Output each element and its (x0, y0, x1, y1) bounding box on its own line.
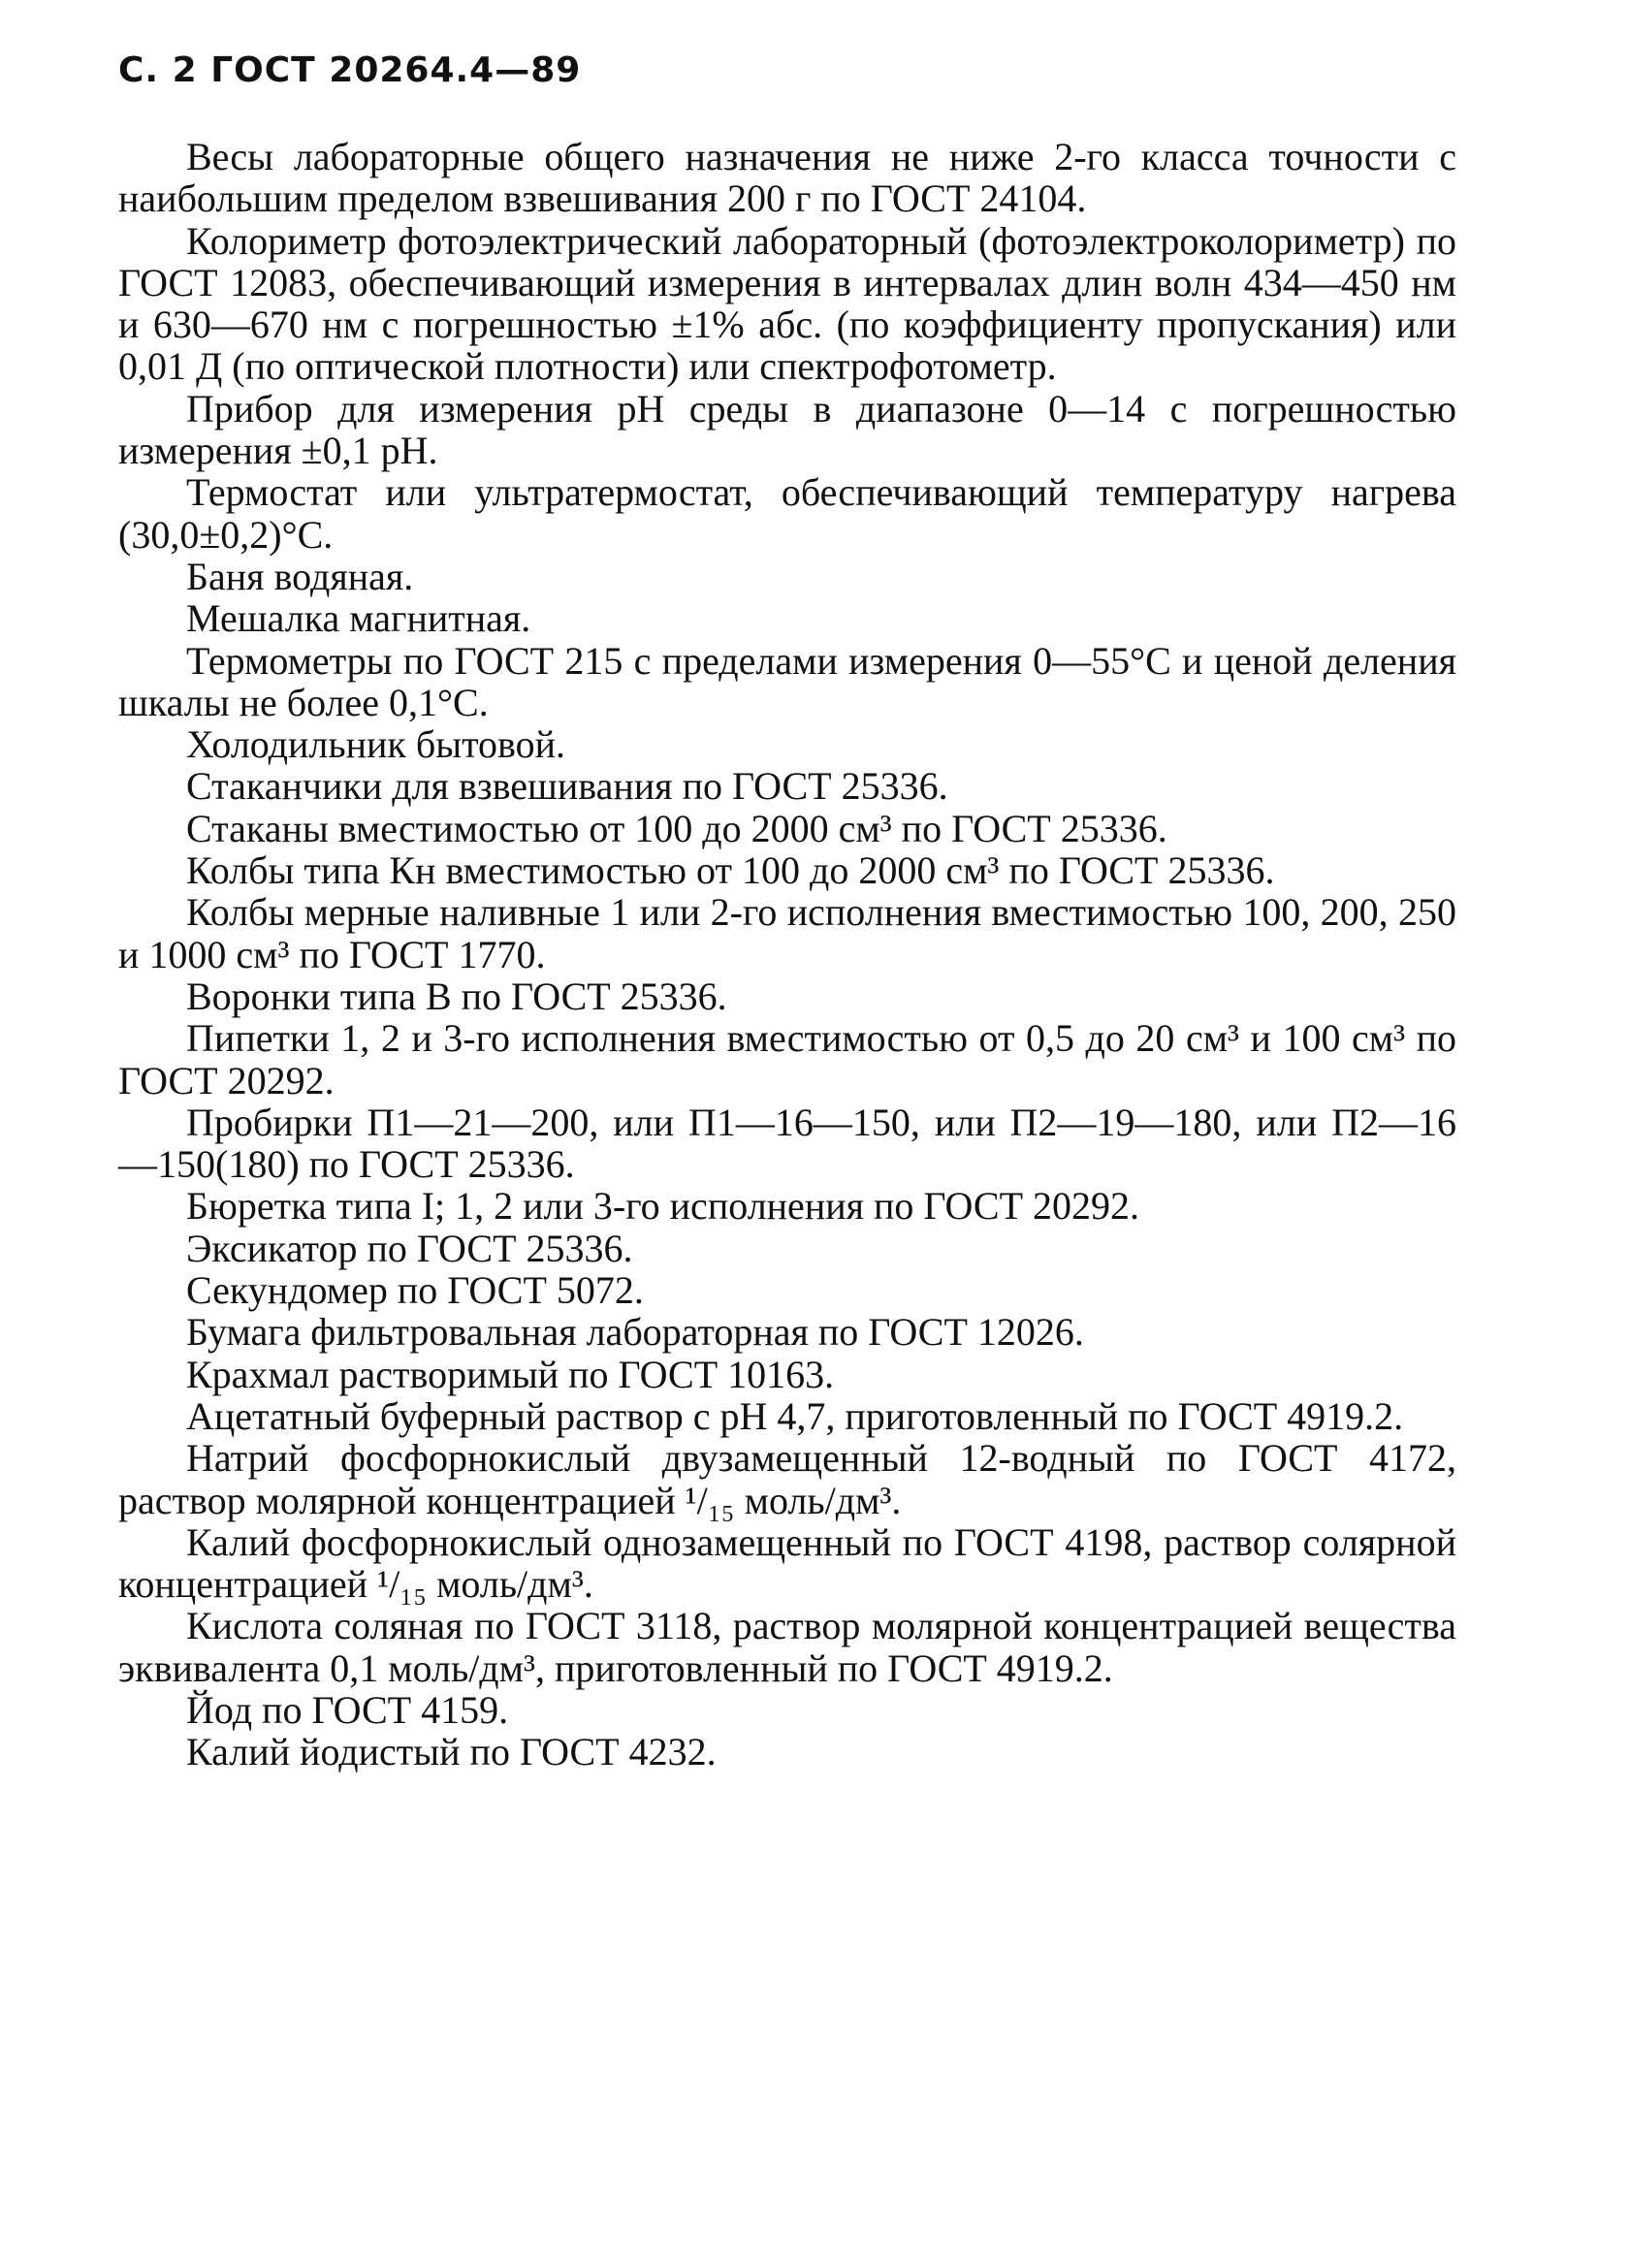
paragraph: Пробирки П1—21—200, или П1—16—150, или П2—19—180, или П2—16—150(180) по ГОСТ 25336. (118, 1100, 1456, 1187)
paragraph: Термостат или ультратермостат, обеспечивающий температуру нагрева (30,0±0,2)°С. (118, 470, 1456, 557)
paragraph: Калий йодистый по ГОСТ 4232. (186, 1730, 717, 1774)
paragraph: Йод по ГОСТ 4159. (186, 1687, 509, 1732)
paragraph: Ацетатный буферный раствор с рН 4,7, приготовленный по ГОСТ 4919.2. (186, 1393, 1404, 1438)
paragraph: Пипетки 1, 2 и 3-го исполнения вместимостью от 0,5 до 20 см³ и 100 см³ по ГОСТ 20292. (118, 1016, 1456, 1102)
paragraph: Бумага фильтровальная лабораторная по ГОСТ 12026. (186, 1310, 1084, 1355)
paragraph: Колориметр фотоэлектрический лабораторный (фотоэлектроколориметр) по ГОСТ 12083, обеспечивающий измерения в интервалах длин волн 434—450 нм и 630—670 нм с погрешностью ±1% абс. (по коэффициенту пропускания) или 0,01 Д (по оптической плотности) или спектрофотометр. (118, 218, 1456, 389)
paragraph: Колбы типа Кн вместимостью от 100 до 2000 см³ по ГОСТ 25336. (186, 848, 1275, 893)
paragraph: Секундомер по ГОСТ 5072. (186, 1268, 644, 1313)
paragraph: Натрий фосфорнокислый двузамещенный 12-водный по ГОСТ 4172, раствор молярной концентрацией ¹/₁₅ моль/дм³. (118, 1436, 1456, 1522)
paragraph: Эксикатор по ГОСТ 25336. (186, 1226, 633, 1270)
paragraph: Весы лабораторные общего назначения не ниже 2-го класса точности с наибольшим пределом взвешивания 200 г по ГОСТ 24104. (118, 135, 1456, 221)
paragraph: Воронки типа В по ГОСТ 25336. (186, 974, 727, 1018)
document-body (118, 136, 1456, 1773)
page-header: С. 2 ГОСТ 20264.4—89 (118, 50, 582, 90)
paragraph: Баня водяная. (186, 554, 414, 598)
paragraph: Термометры по ГОСТ 215 с пределами измерения 0—55°С и ценой деления шкалы не более 0,1°С. (118, 638, 1456, 724)
paragraph: Мешалка магнитная. (186, 596, 531, 641)
paragraph: Колбы мерные наливные 1 или 2-го исполнения вместимостью 100, 200, 250 и 1000 см³ по ГОСТ 1770. (118, 890, 1456, 976)
paragraph: Стаканы вместимостью от 100 до 2000 см³ по ГОСТ 25336. (186, 806, 1167, 850)
paragraph: Холодильник бытовой. (186, 722, 566, 767)
paragraph: Стаканчики для взвешивания по ГОСТ 25336. (186, 764, 948, 809)
paragraph: Кислота соляная по ГОСТ 3118, раствор молярной концентрацией вещества эквивалента 0,1 моль/дм³, приготовленный по ГОСТ 4919.2. (118, 1604, 1456, 1690)
paragraph: Крахмал растворимый по ГОСТ 10163. (186, 1352, 835, 1396)
paragraph: Калий фосфорнокислый однозамещенный по ГОСТ 4198, раствор солярной концентрацией ¹/₁₅ моль/дм³. (118, 1519, 1456, 1607)
paragraph: Бюретка типа I; 1, 2 или 3-го исполнения по ГОСТ 20292. (186, 1184, 1140, 1229)
paragraph: Прибор для измерения рН среды в диапазоне 0—14 с погрешностью измерения ±0,1 рН. (118, 386, 1456, 473)
